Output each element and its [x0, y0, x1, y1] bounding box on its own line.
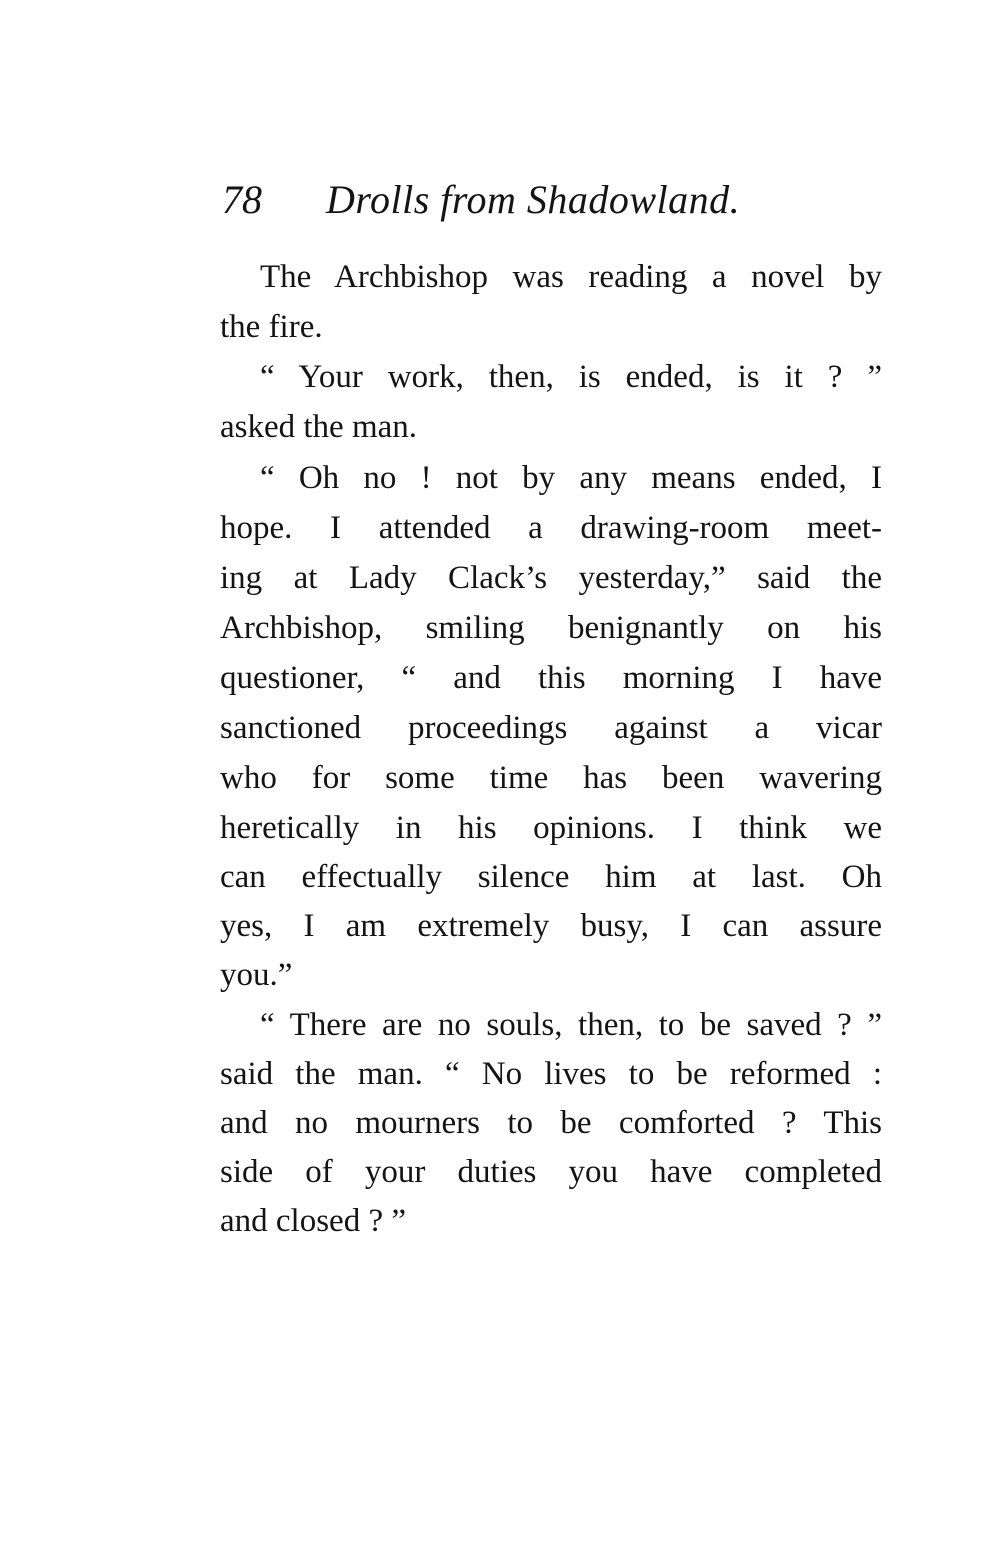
text-line: questioner, “ and this morning I have — [220, 660, 882, 696]
running-title: Drolls from Shadowland. — [326, 177, 741, 222]
text-line: and no mourners to be comforted ? This — [220, 1105, 882, 1141]
text-line: sanctioned proceedings against a vicar — [220, 710, 882, 746]
text-line: side of your duties you have completed — [220, 1154, 882, 1190]
text-line: heretically in his opinions. I think we — [220, 810, 882, 846]
text-line: “ Your work, then, is ended, is it ? ” — [260, 359, 882, 395]
text-line: Archbishop, smiling benignantly on his — [220, 610, 882, 646]
text-line: hope. I attended a drawing-room meet- — [220, 510, 882, 546]
text-line: said the man. “ No lives to be reformed : — [220, 1056, 882, 1092]
text-line: you.” — [220, 957, 293, 993]
text-line: and closed ? ” — [220, 1203, 406, 1239]
text-line: “ There are no souls, then, to be saved ? ” — [260, 1007, 882, 1043]
text-line: the fire. — [220, 309, 323, 345]
page-number: 78 — [222, 177, 262, 222]
text-line: asked the man. — [220, 409, 418, 445]
text-line: can effectually silence him at last. Oh — [220, 859, 882, 895]
text-line: The Archbishop was reading a novel by — [260, 259, 882, 295]
text-line: who for some time has been wavering — [220, 760, 882, 796]
page-header — [222, 170, 922, 230]
text-line: ing at Lady Clack’s yesterday,” said the — [220, 560, 882, 596]
text-line: yes, I am extremely busy, I can assure — [220, 908, 882, 944]
text-line: “ Oh no ! not by any means ended, I — [260, 460, 882, 496]
